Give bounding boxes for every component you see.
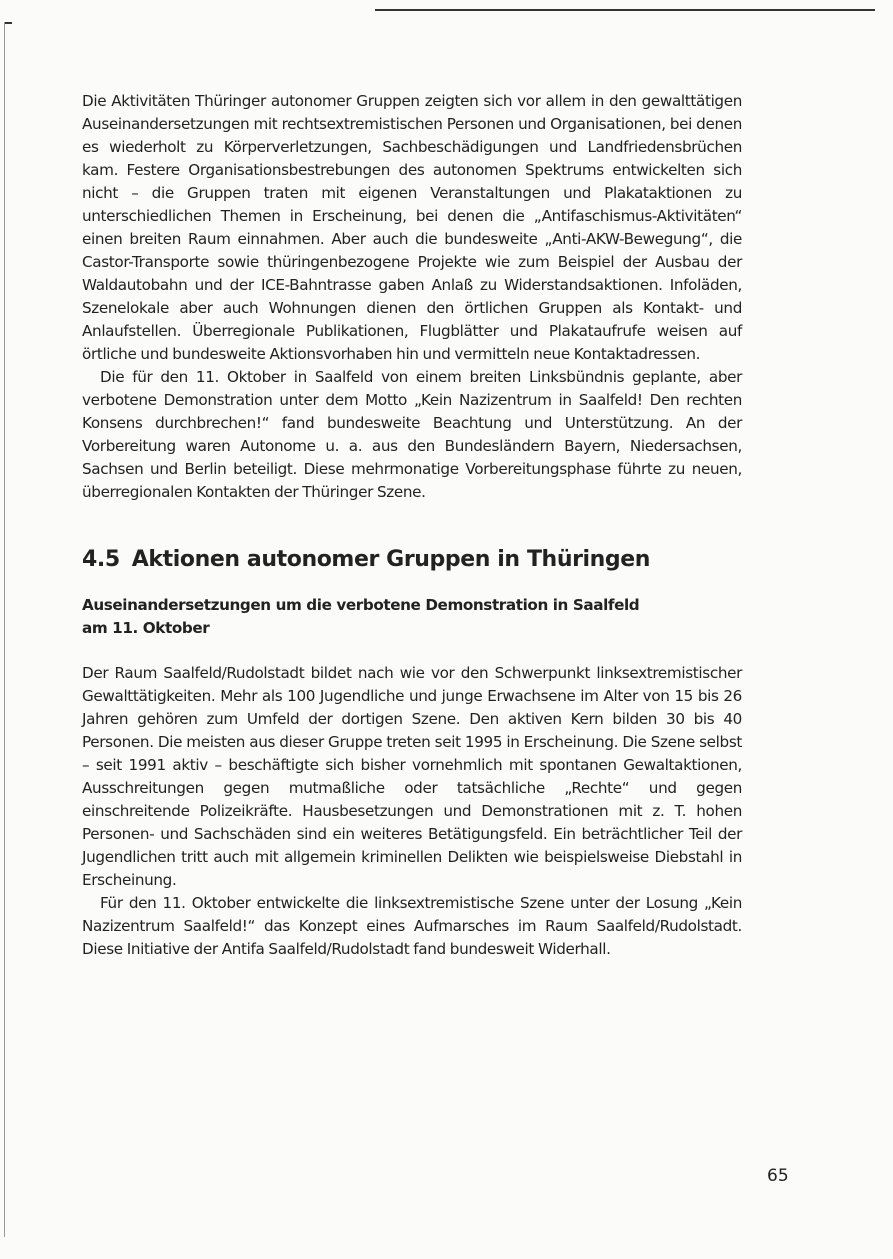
section-heading	[82, 546, 742, 574]
body-paragraph: Der Raum Saalfeld/Rudolstadt bildet nach wie vor den Schwerpunkt linksextremistischer Gewalttätigkeiten. Mehr als 100 Jugendliche und junge Erwachsene im Alter von 15 bis 26 Jahren gehören zum Umfeld der dortigen Szene. Den aktiven Kern bilden 30 bis 40 Personen. Die meisten aus dieser Gruppe treten seit 1995 in Erscheinung. Die Szene selbst – seit 1991 aktiv – beschäftigte sich bisher vornehmlich mit spontanen Gewaltaktionen, Ausschreitungen gegen mutmaßliche oder tatsächliche „Rechte“ und gegen einschreitende Polizeikräfte. Hausbesetzungen und Demonstrationen mit z. T. hohen Personen- und Sachschäden sind ein weiteres Betätigungsfeld. Ein beträchtlicher Teil der Jugendlichen tritt auch mit allgemein kriminellen Delikten wie beispielsweise Diebstahl in Erscheinung.	[82, 664, 742, 889]
body-paragraph: Für den 11. Oktober entwickelte die linksextremistische Szene unter der Losung „Kein Nazizentrum Saalfeld!“ das Konzept eines Aufmarsches im Raum Saalfeld/Rudolstadt. Diese Initiative der Antifa Saalfeld/Rudolstadt fand bundesweit Widerhall.	[82, 894, 742, 958]
section-number: 4.5	[82, 547, 120, 572]
subheading-line: am 11. Oktober	[82, 619, 210, 637]
subheading-line: Auseinandersetzungen um die verbotene Demonstration in Saalfeld	[82, 596, 640, 614]
page-content	[82, 90, 742, 961]
top-rule	[375, 9, 875, 11]
crop-mark	[4, 22, 12, 24]
page-number: 65	[767, 1166, 789, 1186]
section-title: Aktionen autonomer Gruppen in Thüringen	[131, 547, 651, 572]
subheading	[82, 594, 742, 640]
page-edge	[4, 22, 5, 1237]
body-paragraph: Die für den 11. Oktober in Saalfeld von einem breiten Linksbündnis geplante, aber verbotene Demonstration unter dem Motto „Kein Nazizentrum in Saalfeld! Den rechten Konsens durchbrechen!“ fand bundesweite Beachtung und Unterstützung. An der Vorbereitung waren Autonome u. a. aus den Bundesländern Bayern, Niedersachsen, Sachsen und Berlin beteiligt. Diese mehrmonatige Vorbereitungsphase führte zu neuen, überregionalen Kontakten der Thüringer Szene.	[82, 368, 742, 501]
body-paragraph: Die Aktivitäten Thüringer autonomer Gruppen zeigten sich vor allem in den gewalttätigen Auseinandersetzungen mit rechtsextremistischen Personen und Organisationen, bei denen es wiederholt zu Körperverletzungen, Sachbeschädigungen und Landfriedensbrüchen kam. Festere Organisationsbestrebungen des autonomen Spektrums entwickelten sich nicht – die Gruppen traten mit eigenen Veranstaltungen und Plakataktionen zu unterschiedlichen Themen in Erscheinung, bei denen die „Antifaschismus-Aktivitäten“ einen breiten Raum einnahmen. Aber auch die bundesweite „Anti-AKW-Bewegung“, die Castor-Transporte sowie thüringenbezogene Projekte wie zum Beispiel der Ausbau der Waldautobahn und der ICE-Bahntrasse gaben Anlaß zu Widerstandsaktionen. Infoläden, Szenelokale aber auch Wohnungen dienen den örtlichen Gruppen als Kontakt- und Anlaufstellen. Überregionale Publikationen, Flugblätter und Plakataufrufe weisen auf örtliche und bundesweite Aktionsvorhaben hin und vermitteln neue Kontaktadressen.	[82, 92, 742, 363]
